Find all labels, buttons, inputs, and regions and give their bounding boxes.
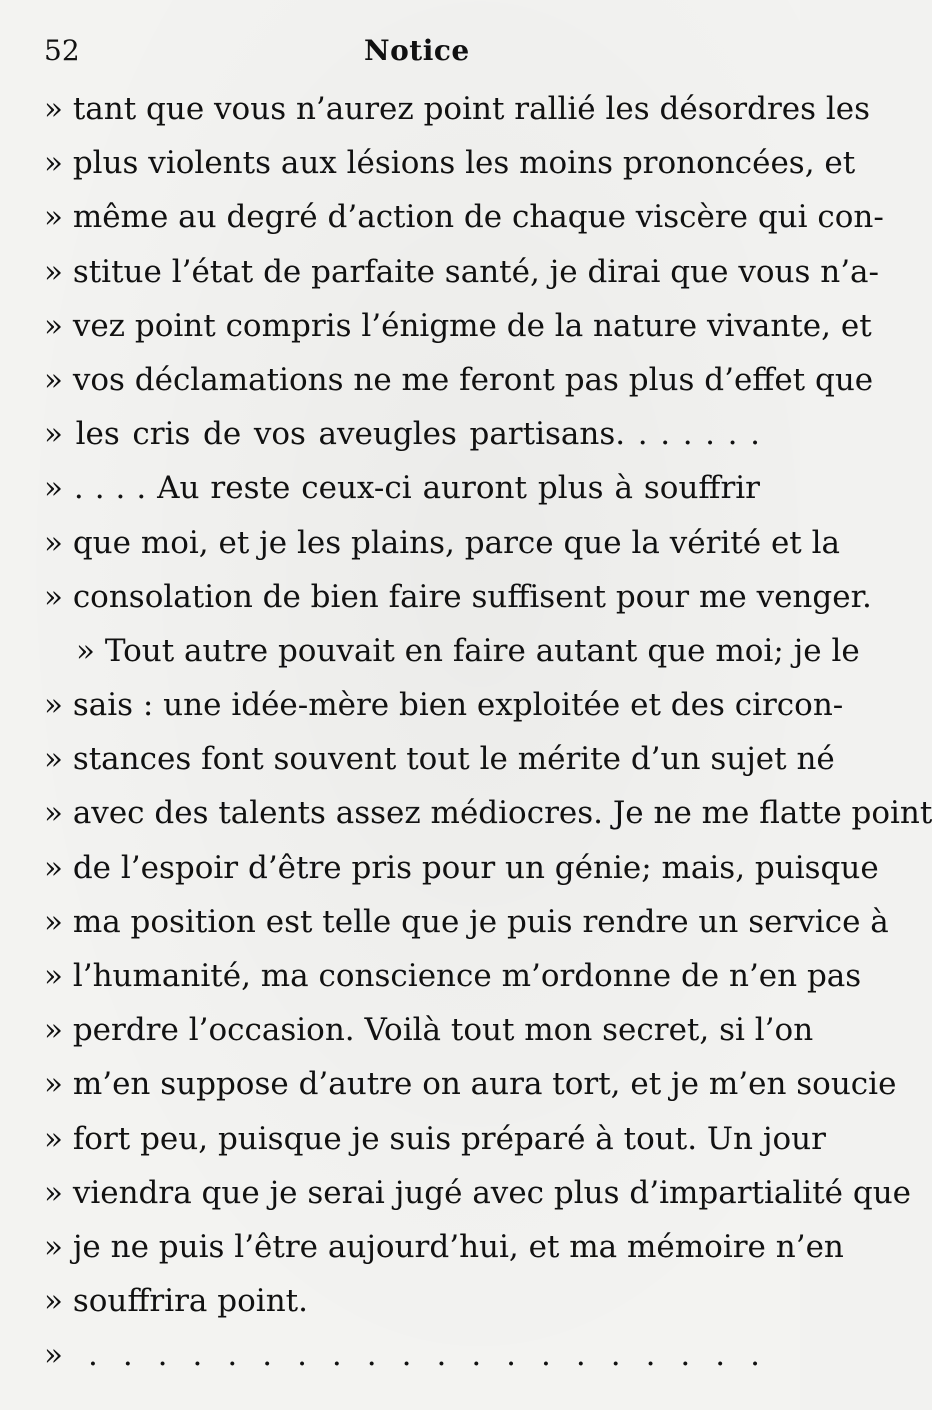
text-line: » stances font souvent tout le mérite d’un sujet né bbox=[44, 741, 835, 778]
text-line: » ma position est telle que je puis rendre un service à bbox=[44, 903, 889, 940]
text-line: » sais : une idée-mère bien exploitée et des circon- bbox=[44, 687, 844, 724]
text-line: » perdre l’occasion. Voilà tout mon secret, si l’on bbox=[44, 1012, 814, 1049]
page-header bbox=[44, 34, 760, 74]
text-line: » vez point compris l’énigme de la nature vivante, et bbox=[44, 307, 872, 344]
paragraph-start-line: » Tout autre pouvait en faire autant que moi; je le bbox=[76, 632, 860, 669]
text-line: » souffrira point. bbox=[44, 1283, 308, 1320]
text-line: » consolation de bien faire suffisent pour me venger. bbox=[44, 578, 872, 615]
text-line: » viendra que je serai jugé avec plus d’impartialité que bbox=[44, 1174, 912, 1211]
text-line: » tant que vous n’aurez point rallié les désordres les bbox=[44, 91, 871, 127]
running-title: Notice bbox=[364, 34, 470, 67]
text-line: » l’humanité, ma conscience m’ordonne de n’en pas bbox=[44, 958, 862, 994]
text-line: » vos déclamations ne me feront pas plus d’effet que bbox=[44, 361, 874, 398]
text-line: » m’en suppose d’autre on aura tort, et je m’en soucie bbox=[44, 1066, 897, 1103]
text-line: » que moi, et je les plains, parce que la vérité et la bbox=[44, 524, 841, 561]
text-line: » stitue l’état de parfaite santé, je dirai que vous n’a- bbox=[44, 253, 880, 290]
text-line: » les cris de vos aveugles partisans. . . . . . . bbox=[44, 416, 760, 453]
text-line: » je ne puis l’être aujourd’hui, et ma mémoire n’en bbox=[44, 1228, 844, 1265]
ellipsis-line: » . . . . . . . . . . . . . . . . . . . . bbox=[44, 1337, 760, 1374]
text-line: » fort peu, puisque je suis préparé à tout. Un jour bbox=[44, 1120, 826, 1157]
body-text bbox=[44, 82, 932, 1383]
text-line: » . . . . Au reste ceux-ci auront plus à souffrir bbox=[44, 470, 760, 507]
text-line: » de l’espoir d’être pris pour un génie; mais, puisque bbox=[44, 849, 879, 886]
text-line: » avec des talents assez médiocres. Je ne me flatte point bbox=[44, 795, 932, 832]
text-line: » même au degré d’action de chaque viscère qui con- bbox=[44, 199, 884, 236]
text-line: » plus violents aux lésions les moins prononcées, et bbox=[44, 145, 856, 182]
page-number: 52 bbox=[44, 34, 80, 67]
